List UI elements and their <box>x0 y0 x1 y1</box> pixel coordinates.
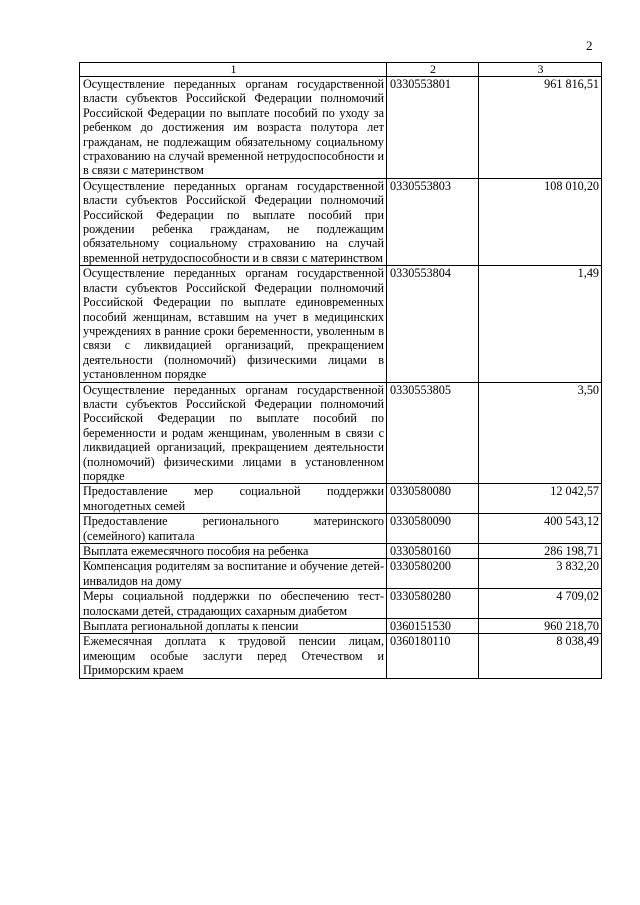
table-row <box>80 382 602 484</box>
row-amount: 3 832,20 <box>479 559 602 589</box>
row-name: Предоставление мер социальной поддержки многодетных семей <box>80 484 387 514</box>
row-code: 0330553801 <box>387 77 479 179</box>
row-code: 0330580090 <box>387 514 479 544</box>
row-code: 0330580160 <box>387 544 479 559</box>
table-row <box>80 559 602 589</box>
row-name: Осуществление переданных органам государственной власти субъектов Российской Федерации полномочий Российской Федерации по выплате пособий при рождении ребенка гражданам, не подлежащим обязательному социальному страхованию на случай временной нетрудоспособности и в связи с материнством <box>80 178 387 265</box>
row-name: Предоставление регионального материнского (семейного) капитала <box>80 514 387 544</box>
table-row <box>80 544 602 559</box>
row-code: 0360180110 <box>387 634 479 678</box>
row-name: Осуществление переданных органам государственной власти субъектов Российской Федерации полномочий Российской Федерации по выплате пособий по уходу за ребенком до достижения им возраста полутора лет гражданам, не подлежащим обязательному социальному страхованию на случай временной нетрудоспособности и в связи с материнством <box>80 77 387 179</box>
row-name: Ежемесячная доплата к трудовой пенсии лицам, имеющим особые заслуги перед Отечеством и Приморским краем <box>80 634 387 678</box>
row-name: Выплата ежемесячного пособия на ребенка <box>80 544 387 559</box>
row-amount: 108 010,20 <box>479 178 602 265</box>
row-amount: 12 042,57 <box>479 484 602 514</box>
column-header-name: 1 <box>80 63 387 77</box>
row-name: Меры социальной поддержки по обеспечению тест-полосками детей, страдающих сахарным диабетом <box>80 589 387 619</box>
row-code: 0360151530 <box>387 619 479 634</box>
page-number: 2 <box>586 38 593 53</box>
table-row <box>80 178 602 265</box>
row-amount: 960 218,70 <box>479 619 602 634</box>
table-header-row <box>80 63 602 77</box>
row-code: 0330553804 <box>387 266 479 382</box>
budget-table <box>79 62 602 679</box>
column-header-amount: 3 <box>479 63 602 77</box>
row-amount: 400 543,12 <box>479 514 602 544</box>
row-amount: 1,49 <box>479 266 602 382</box>
row-amount: 3,50 <box>479 382 602 484</box>
row-code: 0330580080 <box>387 484 479 514</box>
row-code: 0330553805 <box>387 382 479 484</box>
table-row <box>80 514 602 544</box>
row-amount: 4 709,02 <box>479 589 602 619</box>
table-row <box>80 484 602 514</box>
row-name: Осуществление переданных органам государственной власти субъектов Российской Федерации полномочий Российской Федерации по выплате единовременных пособий женщинам, вставшим на учет в медицинских учреждениях в ранние сроки беременности, уволенным в связи с ликвидацией организаций, прекращением деятельности (полномочий) физическими лицами в установленном порядке <box>80 266 387 382</box>
row-amount: 961 816,51 <box>479 77 602 179</box>
table-row <box>80 634 602 678</box>
table-row <box>80 266 602 382</box>
table-row <box>80 77 602 179</box>
row-amount: 8 038,49 <box>479 634 602 678</box>
row-code: 0330580280 <box>387 589 479 619</box>
row-name: Осуществление переданных органам государственной власти субъектов Российской Федерации полномочий Российской Федерации по выплате пособий по беременности и родам женщинам, уволенным в связи с ликвидацией организаций, прекращением деятельности (полномочий) физическими лицами в установленном порядке <box>80 382 387 484</box>
row-code: 0330580200 <box>387 559 479 589</box>
row-code: 0330553803 <box>387 178 479 265</box>
row-amount: 286 198,71 <box>479 544 602 559</box>
table-row <box>80 619 602 634</box>
row-name: Компенсация родителям за воспитание и обучение детей-инвалидов на дому <box>80 559 387 589</box>
table-row <box>80 589 602 619</box>
column-header-code: 2 <box>387 63 479 77</box>
row-name: Выплата региональной доплаты к пенсии <box>80 619 387 634</box>
